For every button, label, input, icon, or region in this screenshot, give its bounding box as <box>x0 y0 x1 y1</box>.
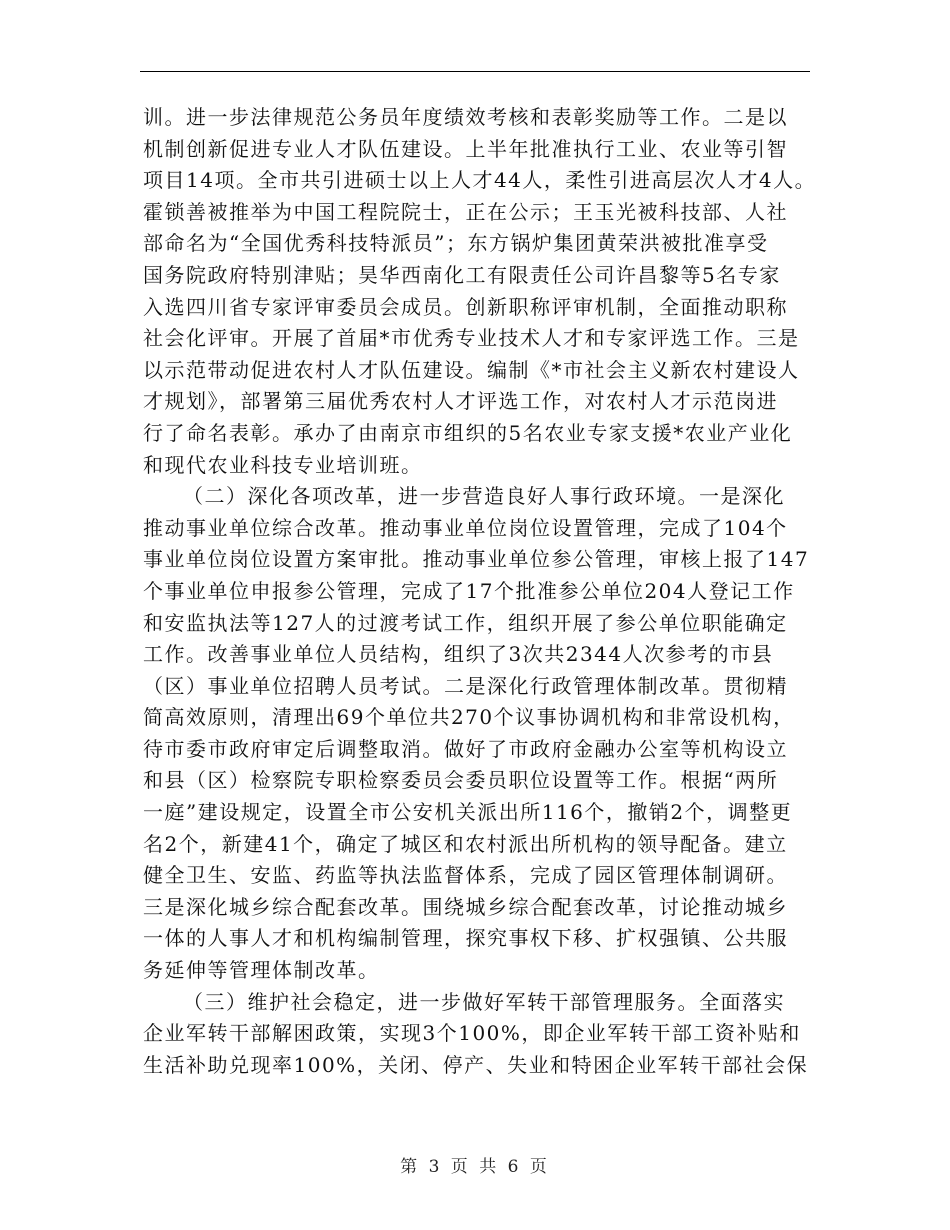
text-line: 三是深化城乡综合配套改革。围绕城乡综合配套改革，讨论推动城乡 <box>143 894 788 919</box>
text-line: 入选四川省专家评审委员会成员。创新职称评审机制，全面推动职称 <box>143 294 788 319</box>
page-footer: 第 3 页 共 6 页 <box>400 1157 550 1177</box>
text-line: 健全卫生、安监、药监等执法监督体系，完成了园区管理体制调研。 <box>143 863 788 888</box>
text-line: 和安监执法等127人的过渡考试工作，组织开展了参公单位职能确定 <box>143 610 788 635</box>
section-heading-line: （二）深化各项改革，进一步营造良好人事行政环境。一是深化 <box>183 484 785 509</box>
text-line: 一庭”建设规定，设置全市公安机关派出所116个，撤销2个，调整更 <box>143 800 793 825</box>
text-line: 行了命名表彰。承办了由南京市组织的5名农业专家支援*农业产业化 <box>143 420 793 445</box>
text-line: 待市委市政府审定后调整取消。做好了市政府金融办公室等机构设立 <box>143 736 788 761</box>
text-line: 一体的人事人才和机构编制管理，探究事权下移、扩权强镇、公共服 <box>143 926 788 951</box>
text-line: 霍锁善被推举为中国工程院院士，正在公示；王玉光被科技部、人社 <box>143 199 788 224</box>
document-body <box>143 102 815 1081</box>
text-line: 企业军转干部解困政策，实现3个100%，即企业军转干部工资补贴和 <box>143 1021 801 1046</box>
text-line: 务延伸等管理体制改革。 <box>143 958 380 983</box>
text-line: 工作。改善事业单位人员结构，组织了3次共2344人次参考的市县 <box>143 642 774 667</box>
text-line: 个事业单位申报参公管理，完成了17个批准参公单位204人登记工作 <box>143 578 795 603</box>
text-line: 机制创新促进专业人才队伍建设。上半年批准执行工业、农业等引智 <box>143 136 788 161</box>
text-line: 部命名为“全国优秀科技特派员”；东方锅炉集团黄荣洪被批准享受 <box>143 231 769 256</box>
text-line: 和现代农业科技专业培训班。 <box>143 452 423 477</box>
text-line: 和县（区）检察院专职检察委员会委员职位设置等工作。根据“两所 <box>143 768 779 793</box>
text-line: 项目14项。全市共引进硕士以上人才44人，柔性引进高层次人才4人。 <box>143 168 817 193</box>
header-rule <box>140 71 810 72</box>
text-line: 简高效原则，清理出69个单位共270个议事协调机构和非常设机构， <box>143 705 795 730</box>
text-line: 以示范带动促进农村人才队伍建设。编制《*市社会主义新农村建设人 <box>143 357 800 382</box>
text-line: 生活补助兑现率100%，关闭、停产、失业和特困企业军转干部社会保 <box>143 1052 809 1077</box>
text-line: 推动事业单位综合改革。推动事业单位岗位设置管理，完成了104个 <box>143 515 788 540</box>
text-line: 事业单位岗位设置方案审批。推动事业单位参公管理，审核上报了147 <box>143 547 810 572</box>
text-line: 训。进一步法律规范公务员年度绩效考核和表彰奖励等工作。二是以 <box>143 105 788 129</box>
text-line: 社会化评审。开展了首届*市优秀专业技术人才和专家评选工作。三是 <box>143 326 800 351</box>
text-line: 名2个，新建41个，确定了城区和农村派出所机构的领导配备。建立 <box>143 831 788 856</box>
text-line: （区）事业单位招聘人员考试。二是深化行政管理体制改革。贯彻精 <box>143 673 788 698</box>
section-heading-line: （三）维护社会稳定，进一步做好军转干部管理服务。全面落实 <box>183 989 785 1014</box>
text-line: 才规划》，部署第三届优秀农村人才评选工作，对农村人才示范岗进 <box>143 389 778 414</box>
text-line: 国务院政府特别津贴；昊华西南化工有限责任公司许昌黎等5名专家 <box>143 262 781 287</box>
